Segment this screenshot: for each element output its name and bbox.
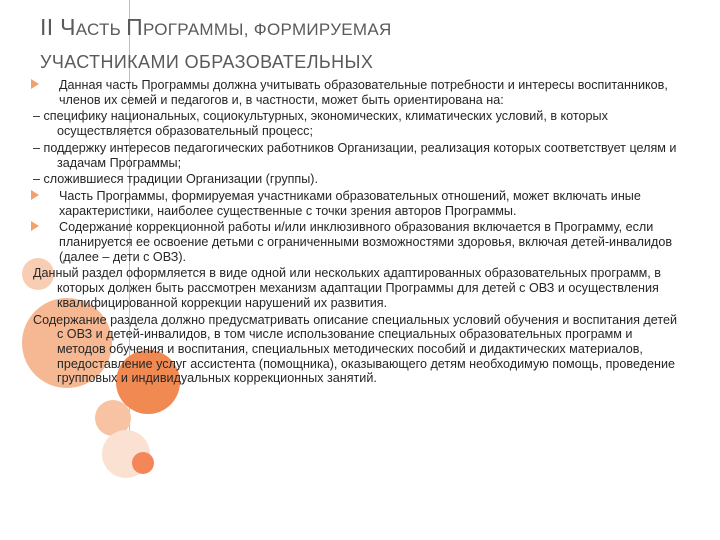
plain-paragraph [33,313,679,387]
arrow-bullet-icon [31,79,39,89]
title-text: АСТЬ [75,20,127,39]
decor-circle [132,452,154,474]
dash-item [33,109,679,138]
dash-item [33,172,679,187]
body-text [33,78,679,388]
arrow-bullet-icon [31,221,39,231]
paragraph-text: – специфику национальных, социокультурных, экономических, климатических условий, в которых осуществляется образовательный процесс; [33,109,608,139]
title-text: РОГРАММЫ, ФОРМИРУЕМАЯ [143,20,392,39]
paragraph-text: Содержание коррекционной работы и/или инклюзивного образования включается в Программу, если планируется ее освоение детьми с ограниченными возможностями здоровья, включая детей-инвалидов (далее – дети с ОВЗ). [59,220,673,264]
slide-title [40,16,700,71]
title-line-1 [40,16,700,39]
dash-item [33,141,679,170]
title-line-2: УЧАСТНИКАМИ ОБРАЗОВАТЕЛЬНЫХ [40,52,374,72]
bullet-paragraph [33,220,679,264]
paragraph-text: – сложившиеся традиции Организации (группы). [33,172,319,187]
bullet-paragraph [33,78,679,107]
bullet-paragraph [33,189,679,218]
paragraph-text: Данная часть Программы должна учитывать образовательные потребности и интересы воспитанников, членов их семей и педагогов и, в частности, может быть ориентирована на: [59,78,668,107]
arrow-bullet-icon [31,190,39,200]
paragraph-text: Содержание раздела должно предусматривать описание специальных условий обучения и воспитания детей с ОВЗ и детей-инвалидов, в том числе использование специальных образовательных программ и методов обучения и воспитания, специальных методических пособий и дидактических материалов, предоставление услуг ассистента (помощника), оказывающего детям необходимую помощь, проведение групповых и индивидуальных коррекционных занятий. [33,312,678,386]
paragraph-text: Часть Программы, формируемая участниками образовательных отношений, может включать иные характеристики, наиболее существенные с точки зрения авторов Программы. [59,188,641,218]
paragraph-text: Данный раздел оформляется в виде одной или нескольких адаптированных образовательных программ, в которых должен быть рассмотрен механизм адаптации Программы для детей с ОВЗ и осуществления квалифицированной коррекции нарушений их развития. [33,266,661,310]
title-text: П [126,14,143,40]
title-text: II Ч [40,14,76,40]
paragraph-text: – поддержку интересов педагогических работников Организации, реализация которых соответствует целям и задачам Программы; [33,140,677,170]
plain-paragraph [33,266,679,310]
